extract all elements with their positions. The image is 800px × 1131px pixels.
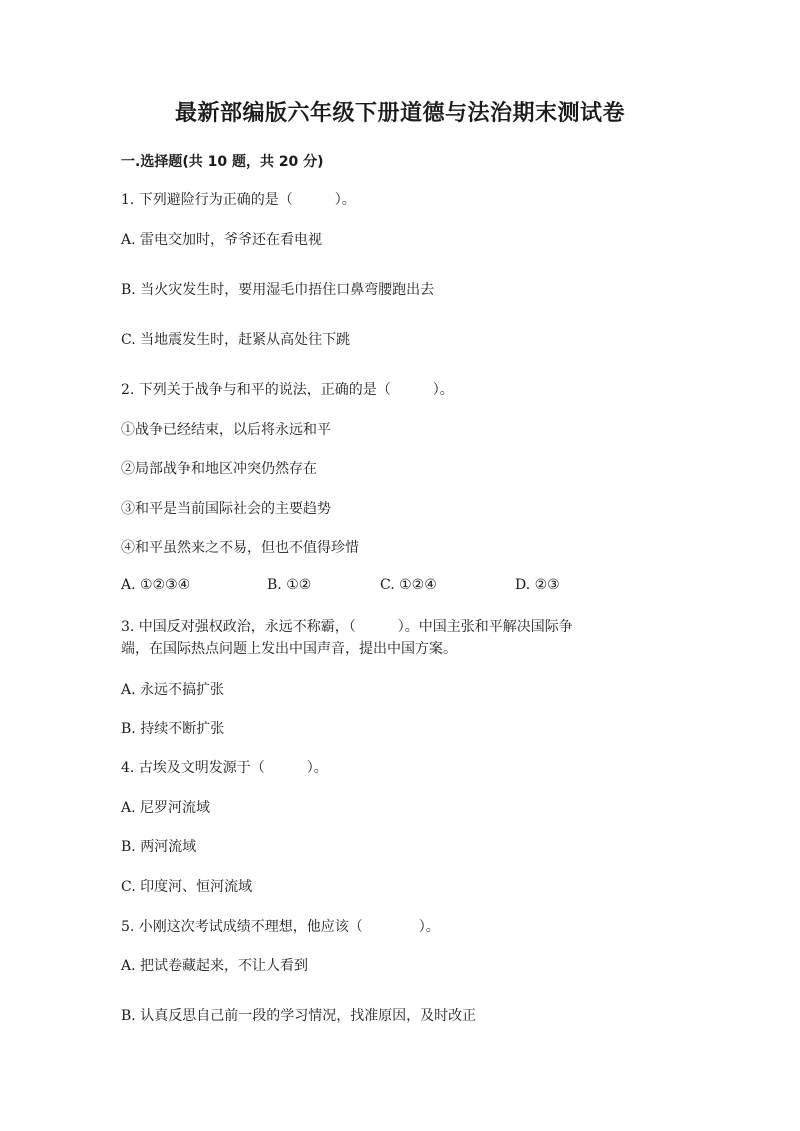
section-heading: 一.选择题(共 10 题，共 20 分)	[121, 154, 324, 170]
question-2-stem: 2. 下列关于战争与和平的说法，正确的是（ ）。	[121, 382, 454, 398]
question-4-stem: 4. 古埃及文明发源于（ ）。	[121, 760, 328, 776]
page-title: 最新部编版六年级下册道德与法治期末测试卷	[174, 101, 625, 126]
question-3-stem-line-2: 端，在国际热点问题上发出中国声音，提出中国方案。	[121, 641, 457, 657]
question-3-option-b[interactable]: B. 持续不断扩张	[121, 721, 225, 737]
question-2-statement-1: ①战争已经结束，以后将永远和平	[121, 422, 331, 438]
question-4-option-b[interactable]: B. 两河流域	[121, 839, 197, 855]
question-2-option-d[interactable]: D. ②③	[515, 577, 560, 593]
question-2-option-a[interactable]: A. ①②③④	[121, 577, 191, 593]
question-1-option-a[interactable]: A. 雷电交加时，爷爷还在看电视	[121, 232, 323, 248]
question-3-option-a[interactable]: A. 永远不搞扩张	[121, 682, 225, 698]
question-5-option-a[interactable]: A. 把试卷藏起来，不让人看到	[121, 958, 309, 974]
question-2-statement-2: ②局部战争和地区冲突仍然存在	[121, 461, 317, 477]
question-1-stem: 1. 下列避险行为正确的是（ ）。	[121, 192, 356, 208]
question-5-option-b[interactable]: B. 认真反思自己前一段的学习情况，找准原因，及时改正	[121, 1008, 477, 1024]
question-1-option-c[interactable]: C. 当地震发生时，赶紧从高处往下跳	[121, 332, 351, 348]
question-3-stem-line-1: 3. 中国反对强权政治，永远不称霸，（ ）。中国主张和平解决国际争	[121, 619, 573, 635]
question-2-option-b[interactable]: B. ①②	[267, 577, 312, 593]
question-1-option-b[interactable]: B. 当火灾发生时，要用湿毛巾捂住口鼻弯腰跑出去	[121, 282, 435, 298]
question-2-statement-4: ④和平虽然来之不易，但也不值得珍惜	[121, 540, 359, 556]
question-4-option-c[interactable]: C. 印度河、恒河流域	[121, 879, 253, 895]
question-2-option-c[interactable]: C. ①②④	[380, 577, 437, 593]
question-2-statement-3: ③和平是当前国际社会的主要趋势	[121, 501, 331, 517]
question-5-stem: 5. 小刚这次考试成绩不理想，他应该（ ）。	[121, 919, 440, 935]
question-4-option-a[interactable]: A. 尼罗河流域	[121, 800, 211, 816]
